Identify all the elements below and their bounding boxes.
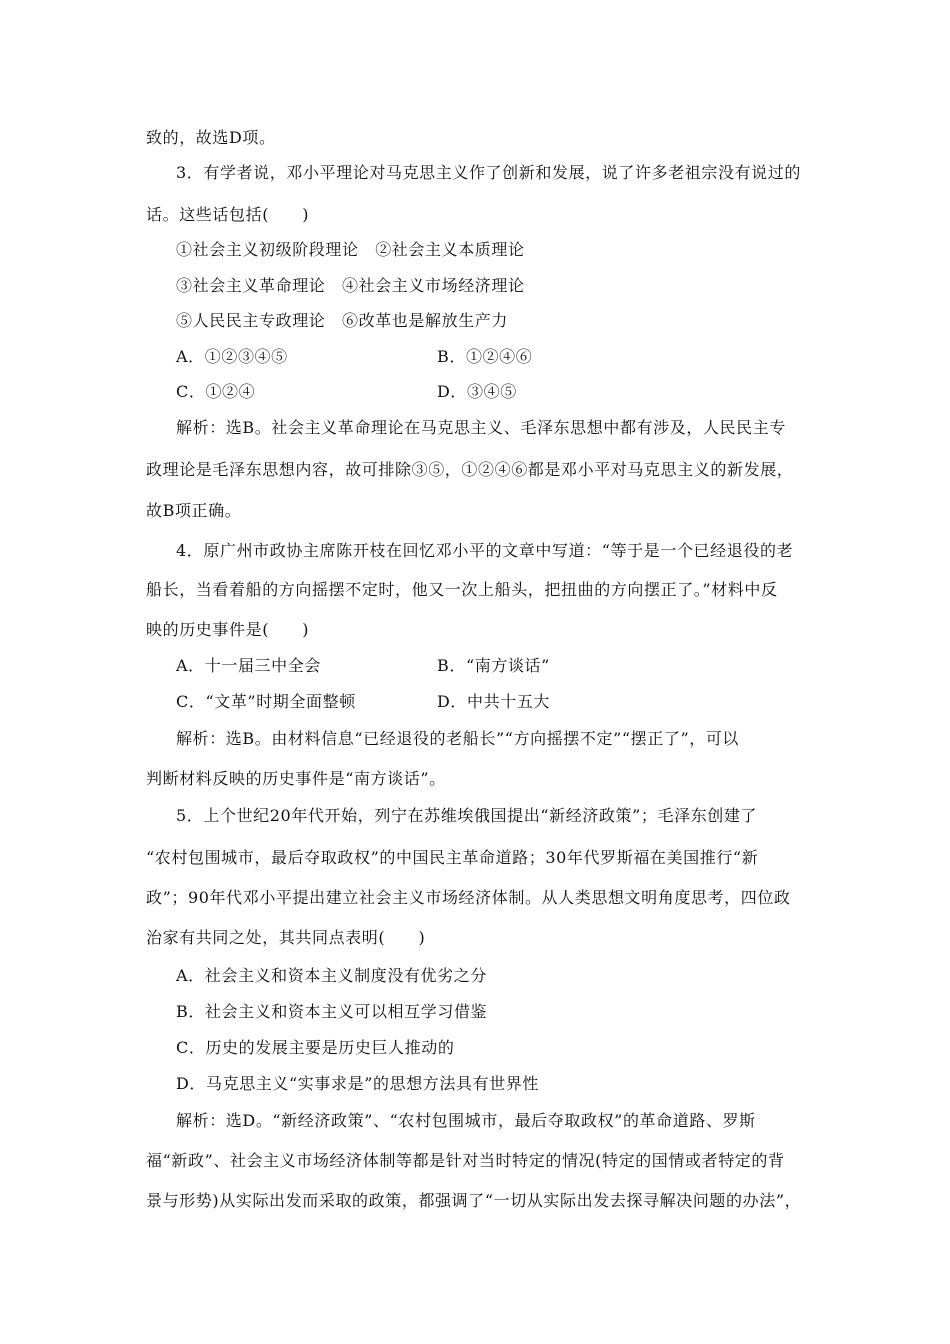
question-3-stem-cont: 话。这些话包括( ) [146,205,310,224]
question-5-stem: 5．上个世纪20年代开始，列宁在苏维埃俄国提出“新经济政策”；毛泽东创建了 [176,806,758,825]
question-5-analysis-cont: 景与形势)从实际出发而采取的政策，都强调了“一切从实际出发去探寻解决问题的办法”， [146,1191,802,1210]
question-5-stem-cont: “农村包围城市，最后夺取政权”的中国民主革命道路；30年代罗斯福在美国推行“新 [146,848,759,867]
question-3-item-row: ③社会主义革命理论 ④社会主义市场经济理论 [176,276,525,295]
question-5-stem-cont: 政”；90年代邓小平提出建立社会主义市场经济体制。从人类思想文明角度思考，四位政 [146,888,791,907]
question-5-option-a: A．社会主义和资本主义制度没有优劣之分 [176,966,487,985]
question-5-option-b: B．社会主义和资本主义可以相互学习借鉴 [176,1002,488,1021]
question-3-option-d: D．③④⑤ [437,382,517,401]
question-5-analysis-cont: 福“新政”、社会主义市场经济体制等都是针对当时特定的情况(特定的国情或者特定的背 [146,1151,785,1170]
question-3-analysis: 解析：选B。社会主义革命理论在马克思主义、毛泽东思想中都有涉及，人民民主专 [176,418,786,437]
question-3-analysis-cont: 故B项正确。 [146,501,242,520]
question-3-stem: 3．有学者说，邓小平理论对马克思主义作了创新和发展，说了许多老祖宗没有说过的 [176,163,801,182]
question-3-option-c: C．①②④ [176,382,256,401]
question-4-option-c: C．“文革”时期全面整顿 [176,692,356,711]
question-4-stem: 4．原广州市政协主席陈开枝在回忆邓小平的文章中写道：“等于是一个已经退役的老 [176,541,794,560]
prev-answer-tail: 致的，故选D项。 [146,128,276,147]
question-4-option-d: D．中共十五大 [437,692,551,711]
question-4-analysis-cont: 判断材料反映的历史事件是“南方谈话”。 [146,769,446,788]
question-4-stem-cont: 船长，当看着船的方向摇摆不定时，他又一次上船头，把扭曲的方向摆正了。”材料中反 [146,580,778,599]
question-5-option-d: D．马克思主义“实事求是”的思想方法具有世界性 [176,1074,539,1093]
question-5-analysis: 解析：选D。“新经济政策”、“农村包围城市，最后夺取政权”的革命道路、罗斯 [176,1111,756,1130]
question-5-stem-cont: 治家有共同之处，其共同点表明( ) [146,928,426,947]
question-5-option-c: C．历史的发展主要是历史巨人推动的 [176,1038,455,1057]
question-4-option-b: B．“南方谈话” [437,656,550,675]
question-4-option-a: A．十一届三中全会 [176,656,321,675]
question-3-option-b: B．①②④⑥ [437,347,533,366]
question-3-analysis-cont: 政理论是毛泽东思想内容，故可排除③⑤，①②④⑥都是邓小平对马克思主义的新发展， [146,460,794,479]
question-3-item-row: ①社会主义初级阶段理论 ②社会主义本质理论 [176,240,525,259]
question-3-option-a: A．①②③④⑤ [176,347,288,366]
question-4-analysis: 解析：选B。由材料信息“已经退役的老船长”“方向摇摆不定”“摆正了”，可以 [176,729,740,748]
question-3-item-row: ⑤人民民主专政理论 ⑥改革也是解放生产力 [176,311,509,330]
question-4-stem-cont: 映的历史事件是( ) [146,620,310,639]
